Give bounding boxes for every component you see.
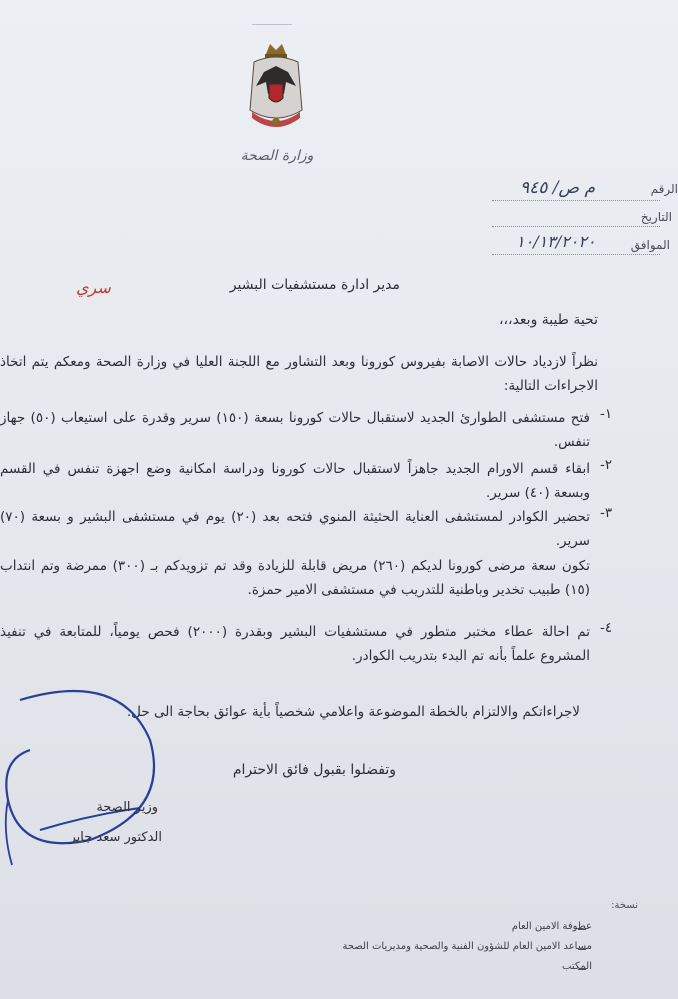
copies-label: نسخة: xyxy=(611,900,638,911)
reference-corresponding-label: الموافق xyxy=(630,238,670,252)
item-number: ٤- xyxy=(600,620,613,636)
intro-paragraph: نظراً لازدياد حالات الاصابة بفيروس كورونا وبعد التشاور مع اللجنة العليا في وزارة الصحة ومعكم يتم اتخاذ الاجراءات التالية: xyxy=(0,354,598,394)
copies-entry: عطوفة الامين العام xyxy=(511,921,592,932)
priority-mark: سري xyxy=(76,278,111,297)
recipient-title: مدير ادارة مستشفيات البشير xyxy=(229,277,400,293)
reference-date-value: ١٠/١٣/٢٠٢٠ xyxy=(516,232,596,251)
reference-corresponding-line xyxy=(492,254,660,255)
signatory-name: الدكتور سعد جابر xyxy=(69,830,162,845)
reference-number-label: الرقم xyxy=(650,182,678,196)
item-number: ٣- xyxy=(600,505,613,521)
reference-date-label: التاريخ xyxy=(640,210,672,224)
letterhead-top-script xyxy=(252,24,292,31)
list-item: ابقاء قسم الاورام الجديد جاهزاً لاستقبال حالات كورونا ودراسة امكانية وضع اجهزة تنفس في القسم وبسعة (٤٠) سرير. xyxy=(0,461,590,501)
list-item: تحضير الكوادر لمستشفى العناية الحثيثة المنوي فتحه بعد (٢٠) يوم في مستشفى البشير و بسعة (٧٠) سرير. xyxy=(0,509,590,549)
item-number: ١- xyxy=(600,406,613,422)
letterhead xyxy=(230,14,330,184)
item-number: ٢- xyxy=(600,457,613,473)
closing-paragraph: لاجراءاتكم والالتزام بالخطة الموضوعة واعلامي شخصياً بأية عوائق بحاجة الى حل. xyxy=(126,704,580,720)
reference-number-value: م ص/ ٩٤٥ xyxy=(520,178,596,198)
regards: وتفضلوا بقبول فائق الاحترام xyxy=(232,762,396,778)
signatory-position: وزير الصحة xyxy=(96,800,158,815)
copies-entry: المكتب xyxy=(562,961,592,972)
copies-bullet xyxy=(578,949,586,950)
list-item: تم احالة عطاء مختبر متطور في مستشفيات البشير وبقدرة (٢٠٠٠) فحص يومياً، للمتابعة في تنفيذ المشروع علماً بأنه تم البدء بتدريب الكوادر. xyxy=(0,624,590,664)
greeting: تحية طيبة وبعد،،، xyxy=(499,312,598,328)
reference-number-line xyxy=(492,200,660,201)
list-item-continuation: تكون سعة مرضى كورونا لديكم (٢٦٠) مريض قابلة للزيادة وقد تم تزويدكم بـ (٣٠٠) ممرضة وتم انتداب (١٥) طبيب تخدير وباطنية للتدريب في مستشفى الامير حمزة. xyxy=(0,558,590,598)
copies-bullet xyxy=(578,969,586,970)
reference-date-line xyxy=(492,226,660,227)
list-item: فتح مستشفى الطوارئ الجديد لاستقبال حالات كورونا بسعة (١٥٠) سرير وقدرة على استيعاب (٥٠) جهاز تنفس. xyxy=(0,410,590,450)
ministry-name: وزارة الصحة xyxy=(240,148,314,164)
copies-entry: مساعد الامين العام للشؤون الفنية والصحية ومديريات الصحة xyxy=(342,941,592,952)
jordan-royal-coat-of-arms-icon xyxy=(242,40,310,136)
copies-bullet xyxy=(578,929,586,930)
